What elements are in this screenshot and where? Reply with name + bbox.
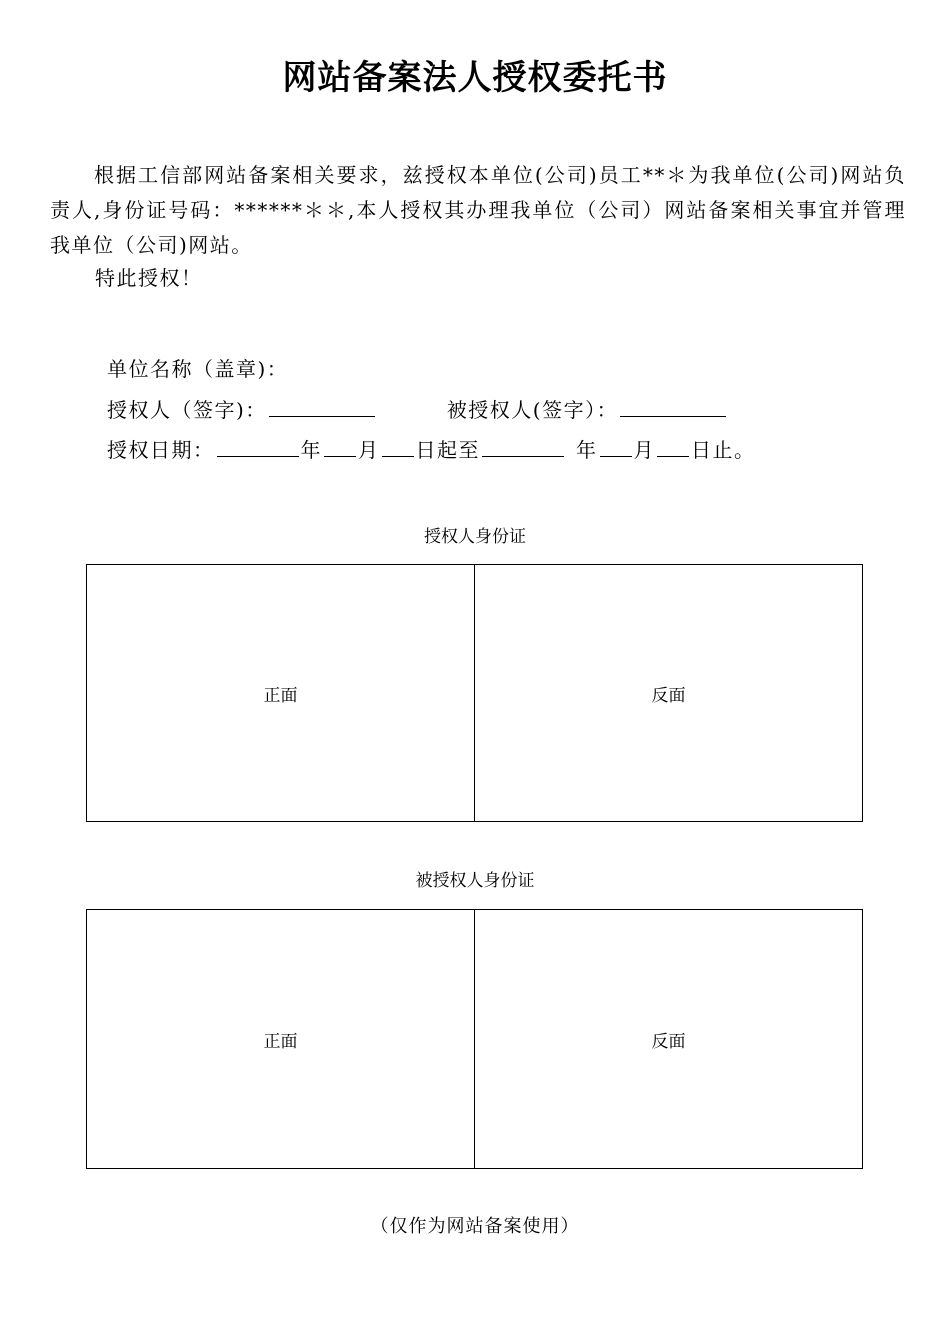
day-from-label: 日起至 <box>415 438 480 462</box>
date-line <box>107 434 756 463</box>
end-day-blank[interactable] <box>657 455 689 457</box>
end-year-blank[interactable] <box>482 455 564 457</box>
date-label: 授权日期： <box>107 438 215 462</box>
closing-text: 特此授权！ <box>95 266 203 290</box>
grantor-id-front-label: 正面 <box>263 685 298 706</box>
day-until-label: 日止。 <box>691 438 756 462</box>
grantor-label: 授权人（签字)： <box>107 398 267 422</box>
grantee-id-front-cell[interactable] <box>87 910 474 1168</box>
year-label: 年 <box>300 438 322 462</box>
grantor-id-caption: 授权人身份证 <box>424 527 526 547</box>
grantor-id-table <box>86 564 863 822</box>
document-title: 网站备案法人授权委托书 <box>282 58 668 98</box>
grantee-id-caption: 被授权人身份证 <box>415 871 535 891</box>
grantor-id-back-cell[interactable] <box>474 565 862 821</box>
unit-name-label: 单位名称（盖章)： <box>107 357 289 381</box>
grantor-id-back-label: 反面 <box>651 685 686 706</box>
end-month-blank[interactable] <box>600 455 632 457</box>
year2-label: 年 <box>576 438 598 462</box>
month-label: 月 <box>358 438 380 462</box>
unit-name-line <box>107 353 288 382</box>
start-year-blank[interactable] <box>217 455 299 457</box>
start-month-blank[interactable] <box>324 455 356 457</box>
grantor-signature-blank[interactable] <box>269 415 375 417</box>
grantee-id-front-label: 正面 <box>263 1031 298 1052</box>
signature-line <box>107 394 728 423</box>
grantor-id-front-cell[interactable] <box>87 565 474 821</box>
month2-label: 月 <box>633 438 655 462</box>
grantee-id-table <box>86 909 863 1169</box>
grantee-id-back-label: 反面 <box>651 1031 686 1052</box>
usage-note-footer: （仅作为网站备案使用） <box>370 1216 580 1237</box>
grantee-signature-blank[interactable] <box>620 415 726 417</box>
grantee-label: 被授权人(签字）： <box>446 398 619 422</box>
authorization-paragraph: 根据工信部网站备案相关要求，兹授权本单位(公司)员工**＊为我单位(公司)网站负责人,身份证号码：******＊＊,本人授权其办理我单位（公司）网站备案相关事宜并管理我单位（公司)网站。 <box>50 163 906 257</box>
grantee-id-back-cell[interactable] <box>474 910 862 1168</box>
start-day-blank[interactable] <box>382 455 414 457</box>
